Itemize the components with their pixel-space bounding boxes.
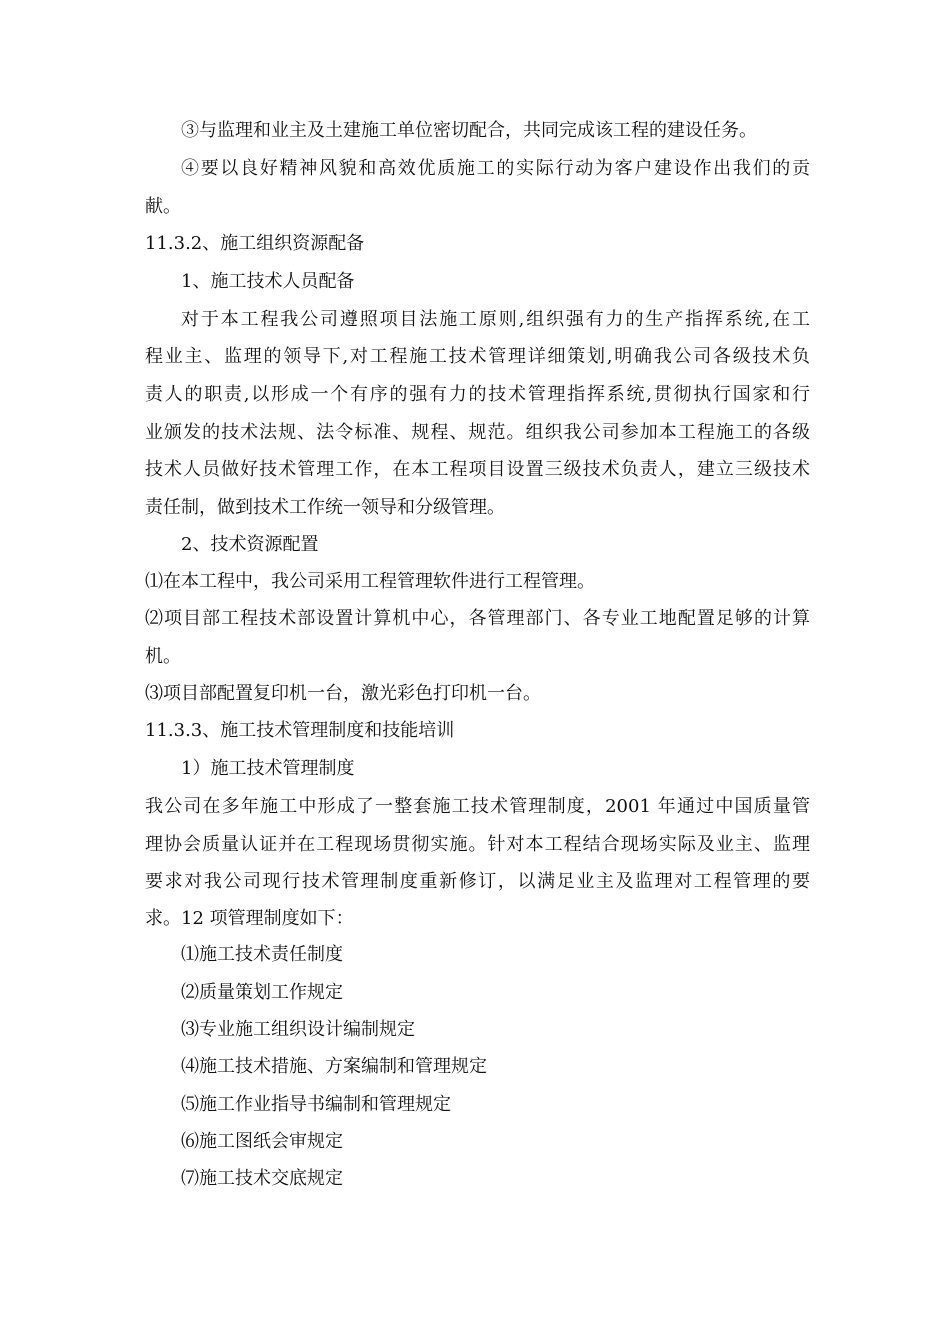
system-item-6: ⑹施工图纸会审规定 [181, 1131, 343, 1152]
text-line-11: 责任制，做到技术工作统一领导和分级管理。 [145, 497, 505, 518]
list-item-3: ⑶项目部配置复印机一台，激光彩色打印机一台。 [145, 683, 541, 704]
text-line-22: 求。12 项管理制度如下： [145, 908, 354, 929]
subheading-personnel: 1、施工技术人员配备 [181, 271, 355, 292]
list-item-1: ⑴在本工程中，我公司采用工程管理软件进行工程管理。 [145, 571, 595, 592]
text-line-3: 献。 [145, 196, 181, 217]
text-line-10: 技术人员做好技术管理工作，在本工程项目设置三级技术负责人，建立三级技术 [145, 459, 810, 480]
text-line-8: 责人的职责,以形成一个有序的强有力的技术管理指挥系统,贯彻执行国家和行 [145, 384, 810, 405]
text-line-6: 对于本工程我公司遵照项目法施工原则,组织强有力的生产指挥系统,在工 [181, 309, 810, 330]
subheading-management-system: 1）施工技术管理制度 [181, 758, 355, 779]
text-line-9: 业颁发的技术法规、法令标准、规程、规范。组织我公司参加本工程施工的各级 [145, 422, 810, 443]
system-item-4: ⑷施工技术措施、方案编制和管理规定 [181, 1056, 487, 1077]
text-line-21: 要求对我公司现行技术管理制度重新修订，以满足业主及监理对工程管理的要 [145, 871, 810, 892]
system-item-7: ⑺施工技术交底规定 [181, 1168, 343, 1189]
text-line-7: 程业主、监理的领导下,对工程施工技术管理详细策划,明确我公司各级技术负 [145, 346, 810, 367]
text-line-20: 理协会质量认证并在工程现场贯彻实施。针对本工程结合现场实际及业主、监理 [145, 834, 810, 855]
system-item-3: ⑶专业施工组织设计编制规定 [181, 1019, 415, 1040]
system-item-5: ⑸施工作业指导书编制和管理规定 [181, 1094, 451, 1115]
text-line-2: ④要以良好精神风貌和高效优质施工的实际行动为客户建设作出我们的贡 [181, 158, 810, 179]
text-line-19: 我公司在多年施工中形成了一整套施工技术管理制度，2001 年通过中国质量管 [145, 796, 810, 817]
section-heading-11-3-2: 11.3.2、施工组织资源配备 [145, 233, 365, 254]
list-item-2-cont: 机。 [145, 646, 181, 667]
list-item-2: ⑵项目部工程技术部设置计算机中心，各管理部门、各专业工地配置足够的计算 [145, 608, 810, 629]
text-line-1: ③与监理和业主及土建施工单位密切配合，共同完成该工程的建设任务。 [181, 120, 757, 141]
section-heading-11-3-3: 11.3.3、施工技术管理制度和技能培训 [145, 720, 455, 741]
subheading-resources: 2、技术资源配置 [181, 534, 319, 555]
system-item-2: ⑵质量策划工作规定 [181, 982, 343, 1003]
system-item-1: ⑴施工技术责任制度 [181, 944, 343, 965]
